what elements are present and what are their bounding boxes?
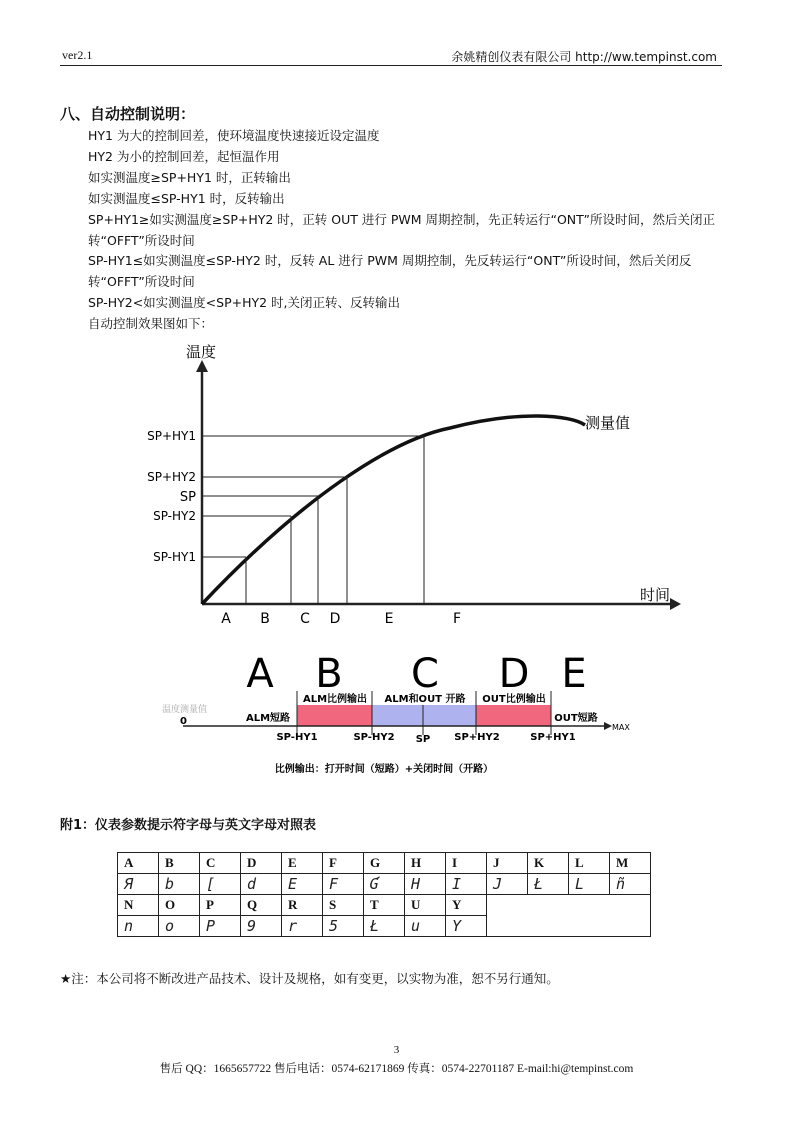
table-cell: E — [282, 853, 323, 874]
table-cell: J — [487, 853, 528, 874]
big-letter: C — [411, 651, 439, 697]
table-cell: Y — [446, 895, 487, 916]
bar-arrow-icon — [604, 722, 612, 730]
x-axis-arrow-icon — [670, 598, 681, 610]
table-cell: F — [323, 853, 364, 874]
section-title: 八、自动控制说明： — [60, 105, 196, 123]
segment-glyph: u — [405, 916, 446, 937]
table-cell: H — [405, 853, 446, 874]
table-cell: R — [282, 895, 323, 916]
body-line: SP+HY1≥如实测温度≥SP+HY2 时，正转 OUT 进行 PWM 周期控制，先正转运行“ONT”所设时间，然后关闭正转“OFFT”所设时间 — [88, 211, 715, 248]
region-label: F — [452, 611, 462, 627]
tick-label: SP+HY2 — [454, 732, 500, 743]
segment-glyph: Ɠ — [364, 874, 405, 895]
y-axis-arrow-icon — [196, 360, 208, 372]
tick-label: SP+HY1 — [530, 732, 576, 743]
control-diagram — [0, 330, 793, 780]
version-label: ver2.1 — [62, 48, 93, 62]
alm-proportional-segment — [297, 705, 372, 726]
bar-row-label: 温度测量值 — [162, 705, 208, 715]
segment-glyph: J — [487, 874, 528, 895]
table-cell: T — [364, 895, 405, 916]
segment-glyph: o — [159, 916, 200, 937]
segment-label: OUT比例输出 — [482, 694, 546, 705]
segment-glyph: d — [241, 874, 282, 895]
segment-glyph: r — [282, 916, 323, 937]
table-row — [118, 895, 651, 916]
max-label: MAX — [612, 723, 630, 732]
segment-label: ALM和OUT 开路 — [384, 694, 466, 705]
curve-label: 测量值 — [585, 414, 631, 432]
big-letter: D — [498, 651, 530, 697]
segment-glyph: F — [323, 874, 364, 895]
x-axis-label: 时间 — [640, 586, 671, 604]
section-body — [88, 126, 748, 335]
segment-glyph: H — [405, 874, 446, 895]
open-segment — [372, 705, 476, 726]
tick-label: SP-HY2 — [353, 732, 395, 743]
region-label: A — [221, 611, 231, 627]
big-letter: B — [315, 651, 343, 697]
segment-glyph: Y — [446, 916, 487, 937]
table-cell: D — [241, 853, 282, 874]
contact-footer: 售后 QQ：1665657722 售后电话：0574-62171869 传真：0574-22701187 E-mail:hi@tempinst.com — [159, 1063, 634, 1075]
segment-glyph: L — [569, 874, 610, 895]
bar-caption: 比例输出：打开时间（短路）+关闭时间（开路） — [274, 764, 494, 775]
table-row — [118, 874, 651, 895]
table-cell: N — [118, 895, 159, 916]
table-cell: G — [364, 853, 405, 874]
header-divider — [60, 65, 722, 66]
table-cell: K — [528, 853, 569, 874]
region-label: E — [384, 611, 394, 627]
table-cell: B — [159, 853, 200, 874]
segment-glyph: b — [159, 874, 200, 895]
body-line: 自动控制效果图如下： — [88, 316, 214, 332]
segment-glyph: Ł — [528, 874, 569, 895]
measurement-curve — [202, 416, 585, 604]
table-cell: I — [446, 853, 487, 874]
table-cell: M — [610, 853, 651, 874]
table-cell: A — [118, 853, 159, 874]
segment-glyph: Ł — [364, 916, 405, 937]
tick-label: SP-HY1 — [276, 732, 318, 743]
disclaimer-note: ★注：本公司将不断改进产品技术、设计及规格，如有变更，以实物为准，恕不另行通知。 — [60, 971, 559, 986]
segment-label: OUT短路 — [554, 713, 598, 724]
body-line: HY2 为小的控制回差，起恒温作用 — [88, 148, 280, 164]
table-cell: O — [159, 895, 200, 916]
tick-label: SP — [415, 734, 431, 745]
big-letter: A — [246, 651, 274, 697]
region-label: D — [329, 611, 341, 627]
table-row — [118, 853, 651, 874]
segment-glyph: P — [200, 916, 241, 937]
table-cell: L — [569, 853, 610, 874]
segment-label: ALM短路 — [245, 713, 291, 724]
segment-label: ALM比例输出 — [302, 694, 368, 705]
segment-glyph: I — [446, 874, 487, 895]
appendix-title: 附1：仪表参数提示符字母与英文字母对照表 — [60, 818, 317, 833]
table-cell: S — [323, 895, 364, 916]
segment-glyph: E — [282, 874, 323, 895]
region-label: C — [300, 611, 310, 627]
segment-glyph: Я — [118, 874, 159, 895]
body-line: SP-HY1≤如实测温度≤SP-HY2 时，反转 AL 进行 PWM 周期控制，先反转运行“ONT”所设时间，然后关闭反转“OFFT”所设时间 — [88, 253, 692, 290]
level-label: SP+HY2 — [147, 470, 196, 484]
big-letter: E — [561, 651, 587, 697]
body-line: 如实测温度≤SP-HY1 时，反转输出 — [88, 190, 285, 206]
table-cell: Q — [241, 895, 282, 916]
segment-glyph: 9 — [241, 916, 282, 937]
segment-glyph: ñ — [610, 874, 651, 895]
segment-glyph: [ — [200, 874, 241, 895]
region-label: B — [260, 611, 270, 627]
y-axis-label: 温度 — [186, 343, 217, 361]
table-cell: U — [405, 895, 446, 916]
body-line: 如实测温度≥SP+HY1 时，正转输出 — [88, 169, 291, 185]
out-proportional-segment — [476, 705, 551, 726]
body-line: SP-HY2<如实测温度<SP+HY2 时,关闭正转、反转输出 — [88, 295, 401, 311]
empty-cell — [487, 895, 651, 937]
body-line: HY1 为大的控制回差，使环境温度快速接近设定温度 — [88, 128, 380, 143]
page-number: 3 — [393, 1044, 400, 1056]
segment-glyph: n — [118, 916, 159, 937]
segment-glyph: 5 — [323, 916, 364, 937]
level-label: SP+HY1 — [147, 429, 196, 443]
level-label: SP — [179, 490, 196, 505]
level-label: SP-HY2 — [153, 509, 196, 523]
company-header: 余姚精创仪表有限公司 http://ww.tempinst.com — [451, 50, 717, 64]
table-cell: P — [200, 895, 241, 916]
letter-reference-table — [117, 852, 651, 937]
table-cell: C — [200, 853, 241, 874]
bar-zero: 0 — [180, 716, 187, 727]
level-label: SP-HY1 — [153, 550, 196, 564]
